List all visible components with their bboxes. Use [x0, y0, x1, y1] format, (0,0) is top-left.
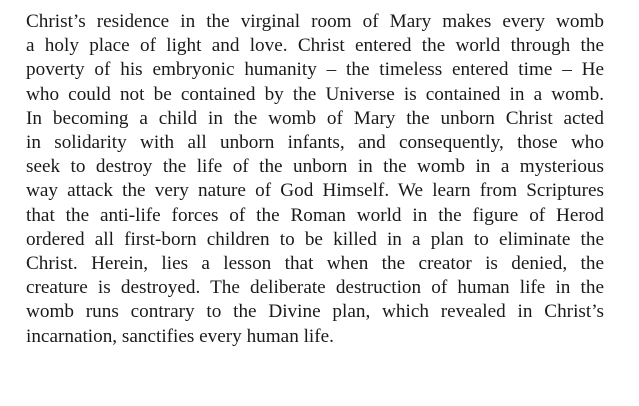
paragraph-line: Christ’s residence in the virginal room of Mary makes every womb [26, 11, 604, 32]
paragraph-line: in solidarity with all unborn infants, and consequently, those who [26, 132, 604, 154]
paragraph-line: womb runs contrary to the Divine plan, which revealed in Christ’s [26, 301, 604, 323]
paragraph-line: In becoming a child in the womb of Mary the unborn Christ acted [26, 107, 604, 129]
paragraph-line: ordered all first-born children to be killed in a plan to eliminate the [26, 228, 604, 250]
paragraph-line: seek to destroy the life of the unborn in the womb in a mysterious [26, 156, 604, 178]
paragraph-line: Christ. Herein, lies a lesson that when the creator is denied, the [26, 253, 604, 275]
paragraph-line: poverty of his embryonic humanity – the timeless entered time – He [26, 59, 604, 81]
paragraph-line: who could not be contained by the Universe is contained in a womb. [26, 83, 604, 105]
body-paragraph [26, 10, 604, 349]
paragraph-line-last: incarnation, sanctifies every human life. [26, 325, 334, 347]
paragraph-line: way attack the very nature of God Himself. We learn from Scriptures [26, 180, 604, 202]
paragraph-line: that the anti-life forces of the Roman world in the figure of Herod [26, 204, 604, 226]
paragraph-line: a holy place of light and love. Christ entered the world through the [26, 35, 604, 57]
paragraph-line: creature is destroyed. The deliberate destruction of human life in the [26, 277, 604, 299]
document-page [26, 10, 604, 349]
